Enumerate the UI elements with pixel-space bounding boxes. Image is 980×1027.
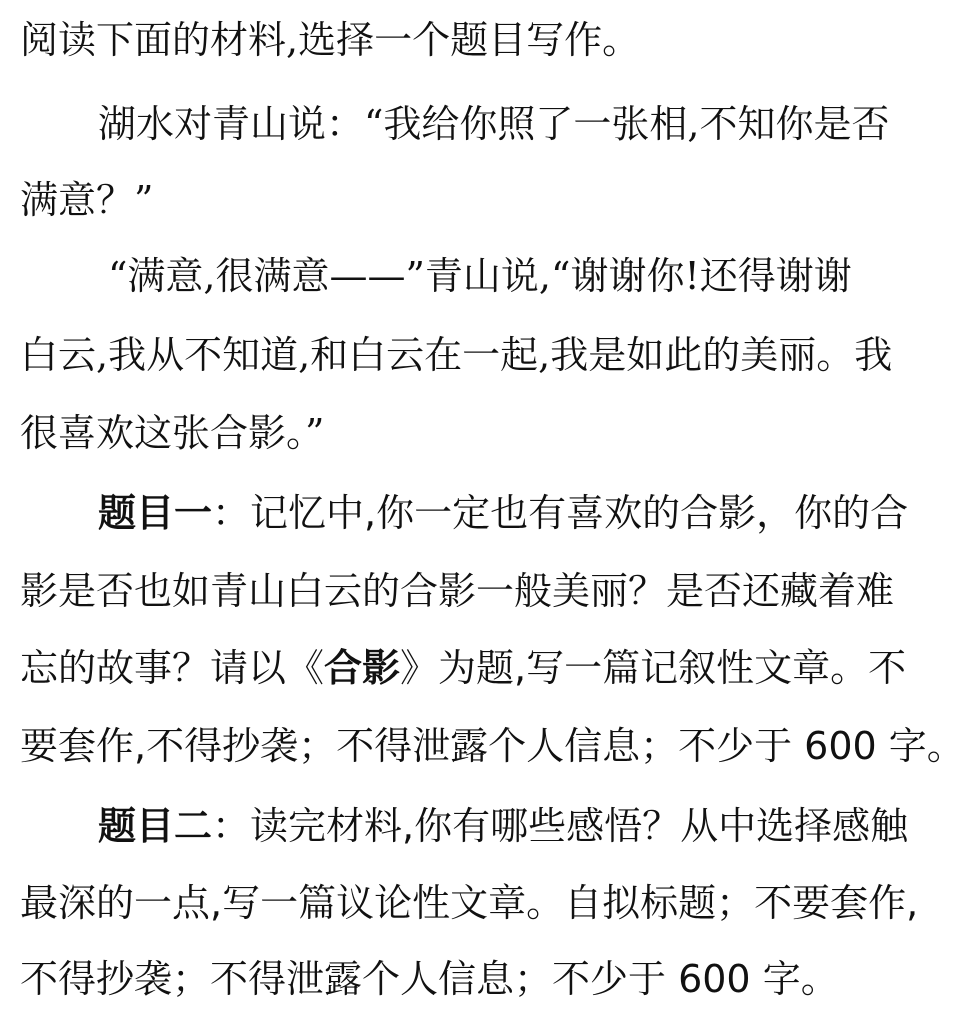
topic-one-text-1: 记忆中,你一定也有喜欢的合影，你的合 — [250, 491, 909, 535]
instruction-line: 阅读下面的材料,选择一个题目写作。 — [20, 18, 641, 62]
topic-two-label: 题目二 — [98, 804, 213, 848]
topic-one-text-before-title: 忘的故事？请以《 — [20, 646, 325, 690]
topic-one-line-3 — [0, 628, 980, 708]
essay-title-hezhao: 合影 — [324, 646, 401, 690]
topic-one-label: 题目一 — [98, 491, 213, 535]
topic-two-line-3: 不得抄袭；不得泄露个人信息；不少于 600 字。 — [20, 957, 839, 1001]
topic-one-line-4: 要套作,不得抄袭；不得泄露个人信息；不少于 600 字。 — [20, 724, 965, 768]
topic-one-line-1 — [0, 473, 980, 553]
story-line-2: 满意？” — [20, 178, 154, 222]
topic-one-text-after-title: 》为题,写一篇记叙性文章。不 — [400, 646, 907, 690]
topic-one-line-2: 影是否也如青山白云的合影一般美丽？是否还藏着难 — [20, 569, 895, 613]
story-line-4: 白云,我从不知道,和白云在一起,我是如此的美丽。我 — [20, 333, 893, 377]
topic-one-colon: ： — [212, 491, 251, 535]
story-line-1: 湖水对青山说：“我给你照了一张相,不知你是否 — [98, 102, 890, 146]
topic-two-colon: ： — [212, 804, 251, 848]
story-line-5: 很喜欢这张合影。” — [20, 411, 325, 455]
topic-two-line-1 — [0, 786, 980, 866]
story-line-3: “满意,很满意——”青山说,“谢谢你!还得谢谢 — [108, 254, 852, 298]
topic-two-text-1: 读完材料,你有哪些感悟？从中选择感触 — [250, 804, 909, 848]
topic-two-line-2: 最深的一点,写一篇议论性文章。自拟标题；不要套作, — [20, 881, 919, 925]
